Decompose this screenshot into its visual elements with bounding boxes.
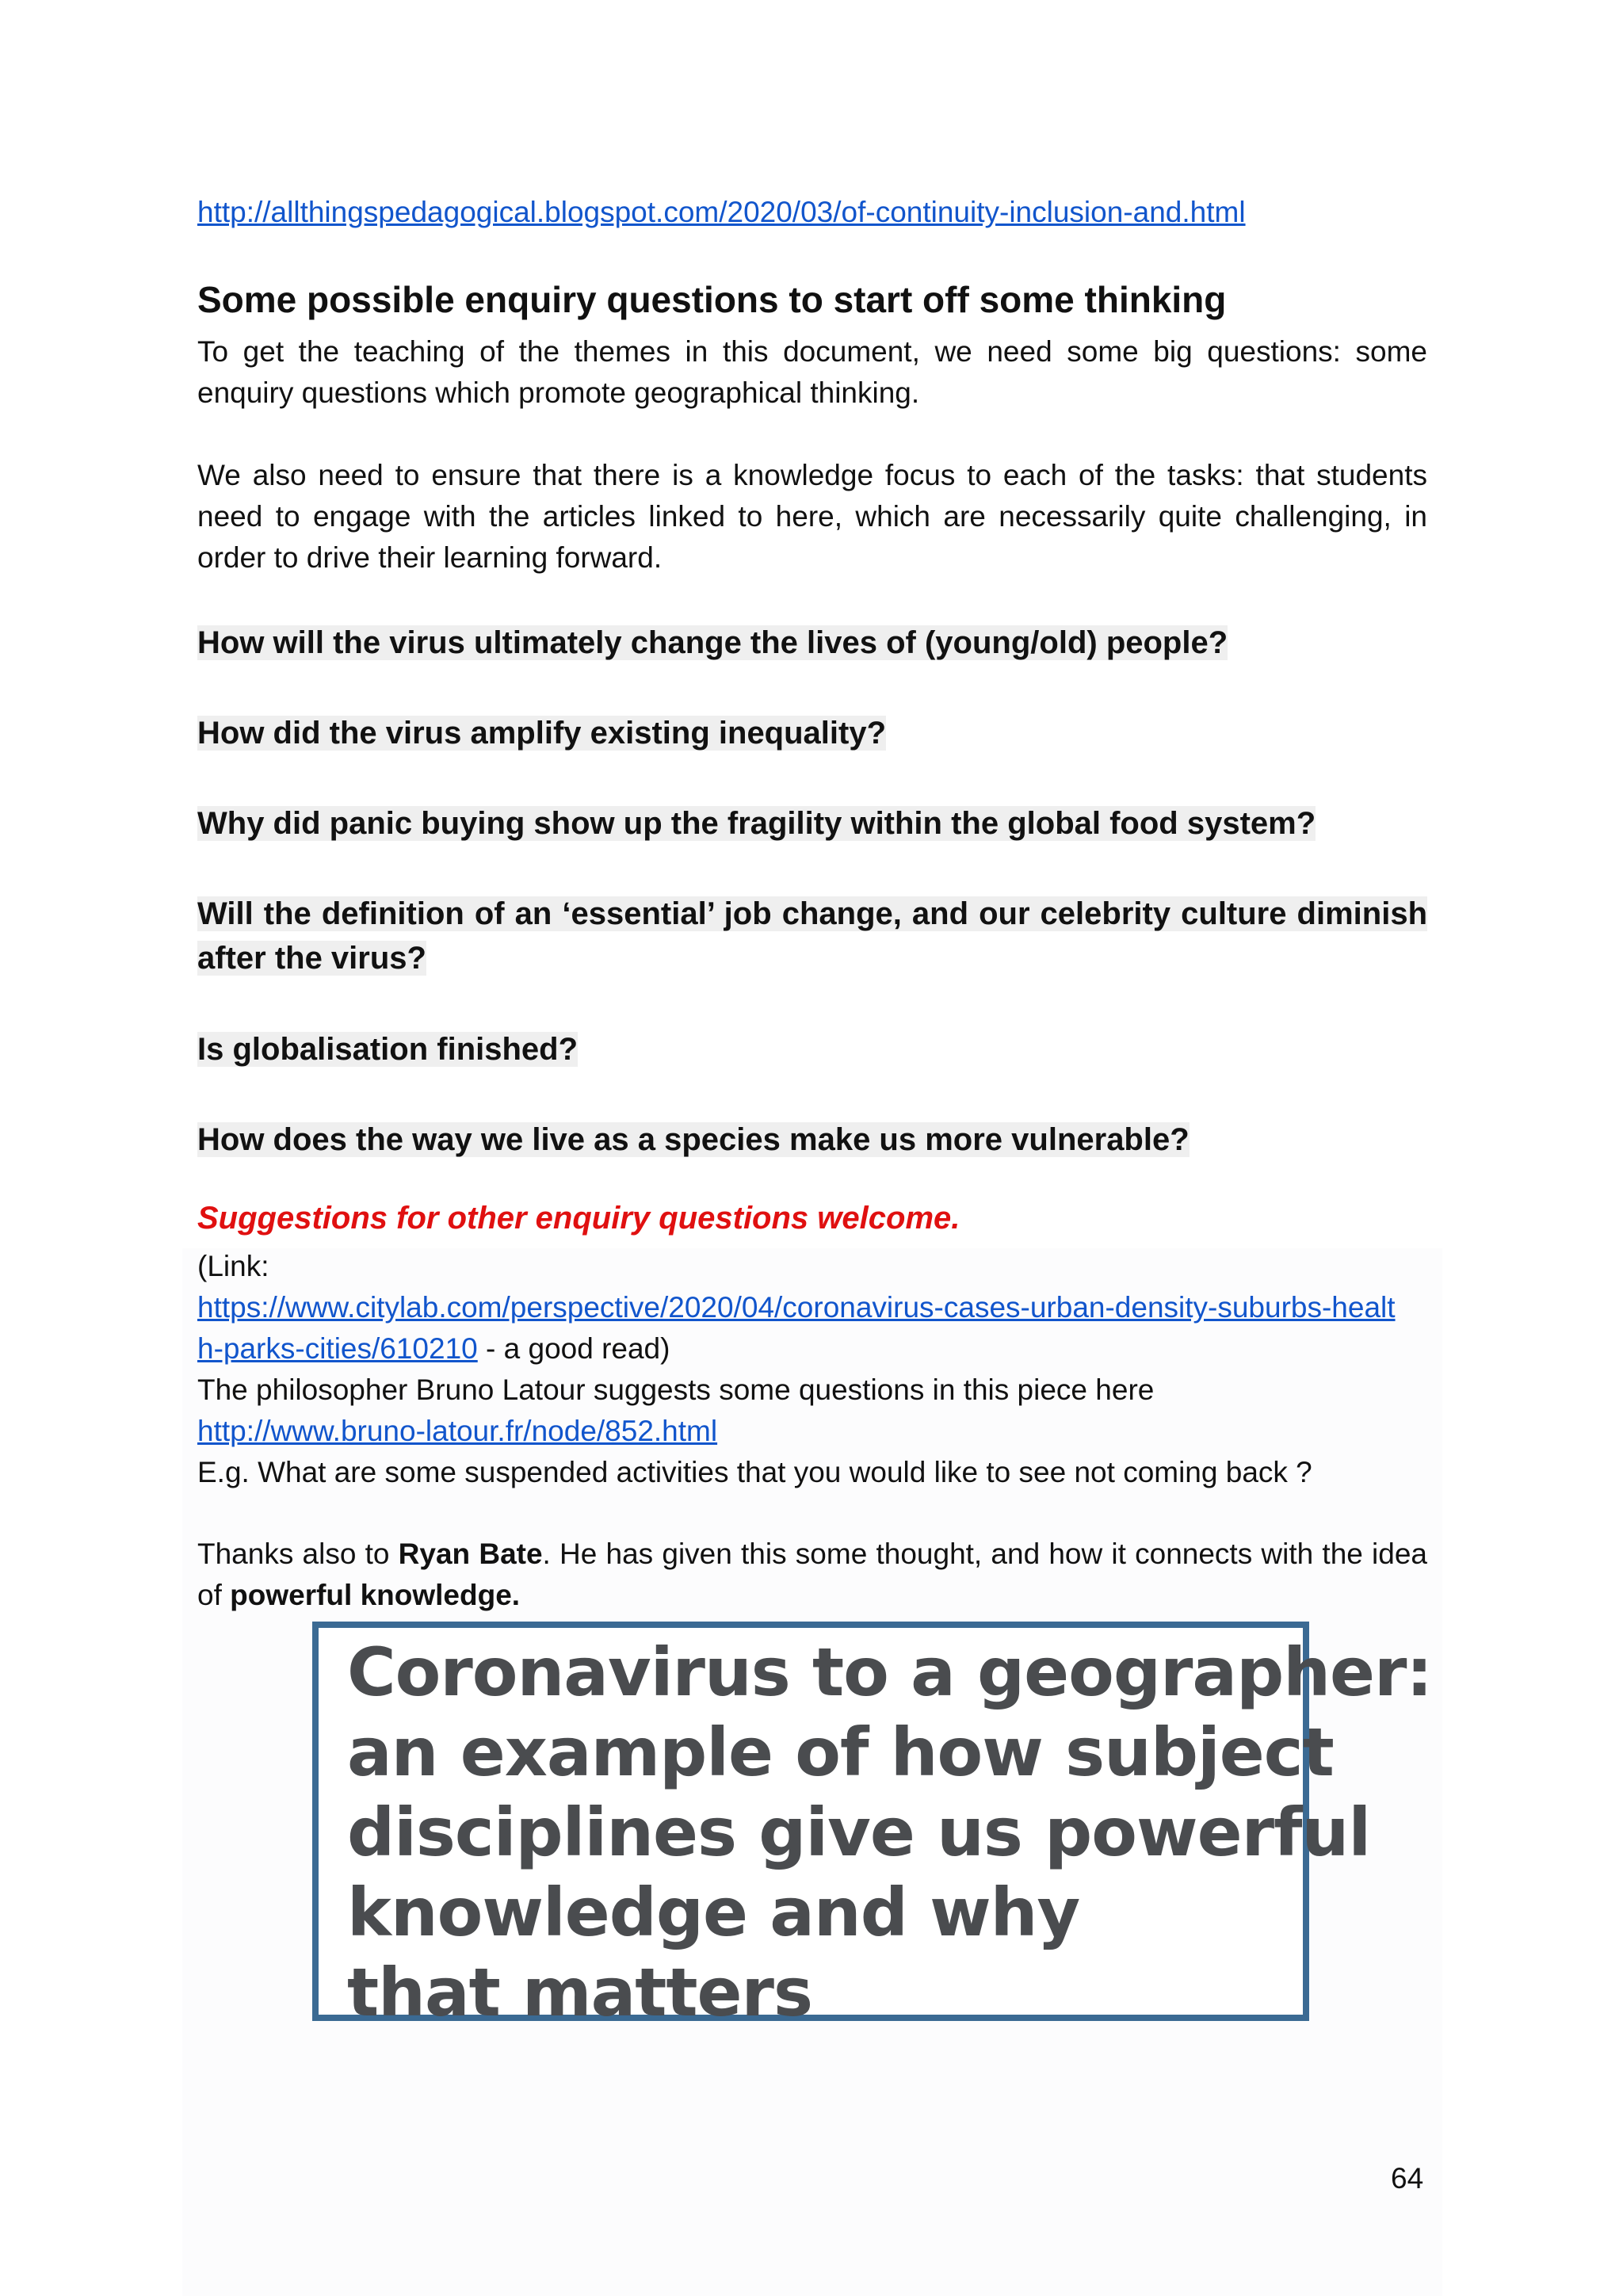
- enquiry-question-4: [197, 892, 1427, 980]
- suggestions-heading: Suggestions for other enquiry questions welcome.: [197, 1201, 960, 1236]
- section-heading: Some possible enquiry questions to start off some thinking: [197, 279, 1227, 320]
- link-prefix: (Link:: [197, 1250, 269, 1282]
- citylab-link-continued[interactable]: h-parks-cities/610210: [197, 1332, 478, 1365]
- article-title-line: disciplines give us powerful: [347, 1794, 1371, 1871]
- article-title-line: an example of how subject: [347, 1713, 1334, 1791]
- enquiry-question-2: [197, 711, 886, 755]
- page-number: 64: [1391, 2162, 1424, 2195]
- article-title-line: knowledge and why: [347, 1874, 1080, 1951]
- knowledge-paragraph: We also need to ensure that there is a knowledge focus to each of the tasks: that students need to engage with the articles linked to here, which are necessarily quite challenging, in order to drive their learning forward.: [197, 459, 1427, 574]
- question-text: Why did panic buying show up the fragility within the global food system?: [197, 806, 1316, 841]
- question-text: How does the way we live as a species make us more vulnerable?: [197, 1122, 1190, 1157]
- intro-paragraph: To get the teaching of the themes in this document, we need some big questions: some enquiry questions which promote geographical thinking.: [197, 335, 1427, 409]
- thanks-bold-end: powerful knowledge.: [230, 1579, 521, 1611]
- latour-link[interactable]: http://www.bruno-latour.fr/node/852.html: [197, 1415, 718, 1447]
- thanks-text-2: . He has given this some thought, and how it connects with the idea of: [197, 1538, 1427, 1611]
- thanks-paragraph: [197, 1534, 1427, 1616]
- enquiry-question-5: [197, 1027, 578, 1072]
- article-title-card: [312, 1622, 1432, 2031]
- enquiry-question-1: [197, 621, 1228, 665]
- thanks-text: Thanks also to: [197, 1538, 399, 1570]
- citylab-link[interactable]: https://www.citylab.com/perspective/2020/04/coronavirus-cases-urban-density-suburbs-healt: [197, 1291, 1396, 1324]
- article-title-line: Coronavirus to a geographer:: [347, 1633, 1432, 1711]
- example-question: E.g. What are some suspended activities that you would like to see not coming back ?: [197, 1456, 1312, 1488]
- enquiry-question-6: [197, 1117, 1190, 1162]
- article-title: [347, 1633, 1432, 2033]
- question-text: How will the virus ultimately change the lives of (young/old) people?: [197, 625, 1228, 660]
- thanks-name: Ryan Bate: [398, 1538, 543, 1570]
- citylab-suffix: - a good read): [477, 1332, 670, 1365]
- enquiry-question-3: [197, 801, 1316, 846]
- latour-intro: The philosopher Bruno Latour suggests some questions in this piece here: [197, 1373, 1155, 1406]
- question-text: How did the virus amplify existing inequality?: [197, 716, 887, 751]
- question-text: Will the definition of an ‘essential’ job change, and our celebrity culture diminish after the virus?: [197, 896, 1427, 976]
- blog-link[interactable]: http://allthingspedagogical.blogspot.com/2020/03/of-continuity-inclusion-and.html: [197, 196, 1246, 228]
- link-block: [197, 1246, 1434, 1493]
- article-title-line: that matters: [347, 1954, 812, 2031]
- question-text: Is globalisation finished?: [197, 1032, 579, 1067]
